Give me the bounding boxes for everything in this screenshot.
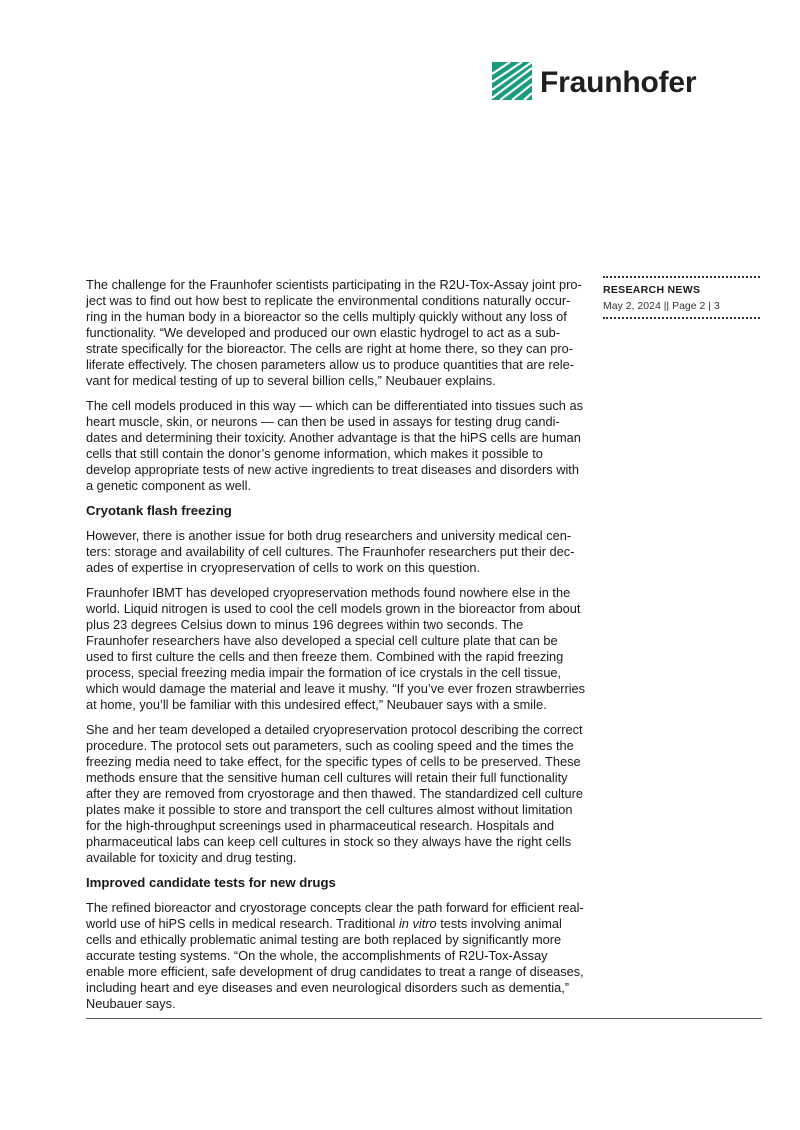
fraunhofer-logo [492,62,696,100]
date-page-info: May 2, 2024 || Page 2 | 3 [603,300,720,312]
section-heading: Improved candidate tests for new drugs [86,875,336,890]
paragraph: The challenge for the Fraunhofer scientists participating in the R2U-Tox-Assay joint project was to find out how best to replicate the environmental conditions naturally occurring in the human body in a bioreactor so the cells multiply quickly without any loss of functionality. “We developed and produced our own elastic hydrogel to act as a substrate specifically for the bioreactor. The cells are right at home there, so they can proliferate effectively. The chosen parameters allow us to produce quantities that are relevant for medical testing of up to several billion cells,” Neubauer explains. [86,277,582,388]
paragraph-text: tests involving animal cells and ethically problematic animal testing are both replaced by significantly more accurate testing systems. “On the whole, the accomplishments of R2U-Tox-Assay enable more efficient, safe development of drug candidates to treat a range of diseases, including heart and eye diseases and even neurological disorders such as dementia,” Neubauer says. [86,916,584,1011]
paragraph: Fraunhofer IBMT has developed cryopreservation methods found nowhere else in the world. Liquid nitrogen is used to cool the cell models grown in the bioreactor from about plus 23 degrees Celsius down to minus 196 degrees within two seconds. The Fraunhofer researchers have also developed a special cell culture plate that can be used to first culture the cells and then freeze them. Combined with the rapid freezing process, special freezing media impair the formation of ice crystals in the cell tissue, which would damage the material and leave it mushy. “If you’ve ever frozen strawberries at home, you’ll be familiar with this undesired effect,” Neubauer says with a smile. [86,585,586,712]
section-label: RESEARCH NEWS [603,284,701,296]
paragraph: However, there is another issue for both drug researchers and university medical centers: storage and availability of cell cultures. The Fraunhofer researchers put their decades of expertise in cryopreservation of cells to work on this question. [86,528,575,575]
paragraph-text: The refined bioreactor and cryostorage concepts clear the path forward for efficient real-world use of hiPS cells in medical research. Traditional [86,900,584,931]
italic-term: in vitro [398,916,437,931]
section-heading: Cryotank flash freezing [86,503,232,518]
logo-wordmark: Fraunhofer [540,66,697,99]
footer-divider [86,1018,762,1019]
article-body [86,277,586,1021]
paragraph: The cell models produced in this way — which can be differentiated into tissues such as heart muscle, skin, or neurons — can then be used in assays for testing drug candidates and determining their toxicity. Another advantage is that the hiPS cells are human cells that still contain the donor’s genome information, which makes it possible to develop appropriate tests of new active ingredients to treat diseases and disorders with a genetic component as well. [86,398,583,493]
sidebar-info [603,276,760,319]
paragraph [86,900,586,1012]
fraunhofer-stripes-icon [492,62,532,100]
paragraph: She and her team developed a detailed cryopreservation protocol describing the correct procedure. The protocol sets out parameters, such as cooling speed and the times the freezing media need to take effect, for the specific types of cells to be preserved. These methods ensure that the sensitive human cell cultures will retain their full functionality after they are removed from cryostorage and then thawed. The standardized cell culture plates make it possible to store and transport the cell cultures almost without limitation for the high-throughput screenings used in pharmaceutical research. Hospitals and pharmaceutical labs can keep cell cultures in stock so they always have the right cells available for toxicity and drug testing. [86,722,583,865]
